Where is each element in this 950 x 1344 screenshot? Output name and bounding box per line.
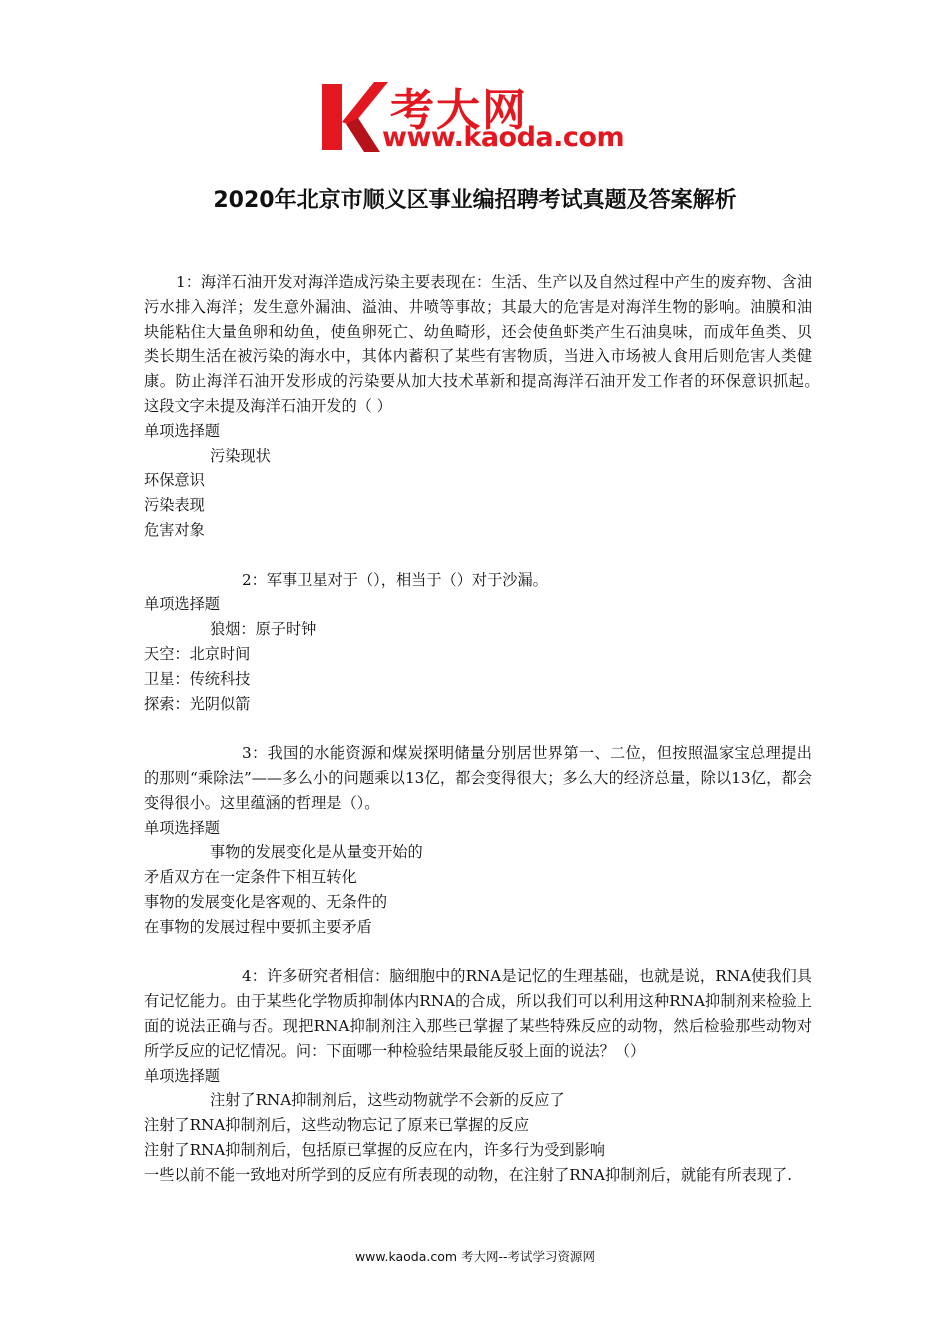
- question-4: [144, 964, 812, 1187]
- logo-brand-text: 考大网: [390, 85, 528, 136]
- question-stem: 4：许多研究者相信：脑细胞中的RNA是记忆的生理基础，也就是说，RNA使我们具有记忆能力。由于某些化学物质抑制体内RNA的合成，所以我们可以利用这种RNA抑制剂来检验上面的说法正确与否。现把RNA抑制剂注入那些已掌握了某些特殊反应的动物，然后检验那些动物对所学反应的记忆情况。问：下面哪一种检验结果最能反驳上面的说法？（）: [144, 967, 812, 1060]
- option-c: 事物的发展变化是客观的、无条件的: [144, 892, 387, 911]
- option-b: 天空：北京时间: [144, 644, 251, 663]
- question-1: [144, 270, 843, 543]
- question-type: 单项选择题: [144, 595, 220, 614]
- option-d: 一些以前不能一致地对所学到的反应有所表现的动物，在注射了RNA抑制剂后，就能有所表现了.: [144, 1165, 793, 1184]
- option-c: 注射了RNA抑制剂后，包括原已掌握的反应在内，许多行为受到影响: [144, 1140, 605, 1159]
- option-d: 危害对象: [144, 520, 205, 539]
- question-stem: 2：军事卫星对于（），相当于（）对于沙漏。: [242, 570, 548, 589]
- option-c: 卫星：传统科技: [144, 669, 251, 688]
- question-type: 单项选择题: [144, 818, 220, 837]
- page-title: 2020年北京市顺义区事业编招聘考试真题及答案解析: [213, 188, 737, 213]
- question-3: [144, 741, 812, 939]
- question-type: 单项选择题: [144, 421, 220, 440]
- option-a: 狼烟：原子时钟: [210, 620, 317, 639]
- option-d: 在事物的发展过程中要抓主要矛盾: [144, 917, 372, 936]
- option-c: 污染表现: [144, 496, 205, 515]
- question-list: [144, 270, 843, 1212]
- question-2: [144, 568, 812, 717]
- question-stem: 1：海洋石油开发对海洋造成污染主要表现在：生活、生产以及自然过程中产生的废弃物、含油污水排入海洋；发生意外漏油、溢油、井喷等事故；其最大的危害是对海洋生物的影响。油膜和油块能粘住大量鱼卵和幼鱼，使鱼卵死亡、幼鱼畸形，还会使鱼虾类产生石油臭味，而成年鱼类、贝类长期生活在被污染的海水中，其体内蓄积了某些有害物质，当进入市场被人食用后则危害人类健康。防止海洋石油开发形成的污染要从加大技术革新和提高海洋石油开发工作者的环保意识抓起。 这段文字未提及海洋石油开发的（ ）: [144, 273, 843, 415]
- question-type: 单项选择题: [144, 1066, 220, 1085]
- logo-url: www.kaoda.com: [382, 122, 625, 153]
- option-a: 污染现状: [210, 446, 271, 465]
- k-letter-logo-icon: [318, 78, 388, 156]
- kaoda-logo: [318, 78, 638, 158]
- option-b: 注射了RNA抑制剂后，这些动物忘记了原来已掌握的反应: [144, 1116, 530, 1135]
- option-d: 探索：光阴似箭: [144, 694, 251, 713]
- page-footer: www.kaoda.com 考大网--考试学习资源网: [354, 1249, 596, 1264]
- option-a: 注射了RNA抑制剂后，这些动物就学不会新的反应了: [210, 1091, 565, 1110]
- option-b: 矛盾双方在一定条件下相互转化: [144, 868, 357, 887]
- option-a: 事物的发展变化是从量变开始的: [210, 843, 423, 862]
- option-b: 环保意识: [144, 471, 205, 490]
- question-stem: 3：我国的水能资源和煤炭探明储量分别居世界第一、二位，但按照温家宝总理提出的那则“乘除法”——多么小的问题乘以13亿，都会变得很大；多么大的经济总量，除以13亿，都会变得很小。这里蕴涵的哲理是（）。: [144, 744, 812, 812]
